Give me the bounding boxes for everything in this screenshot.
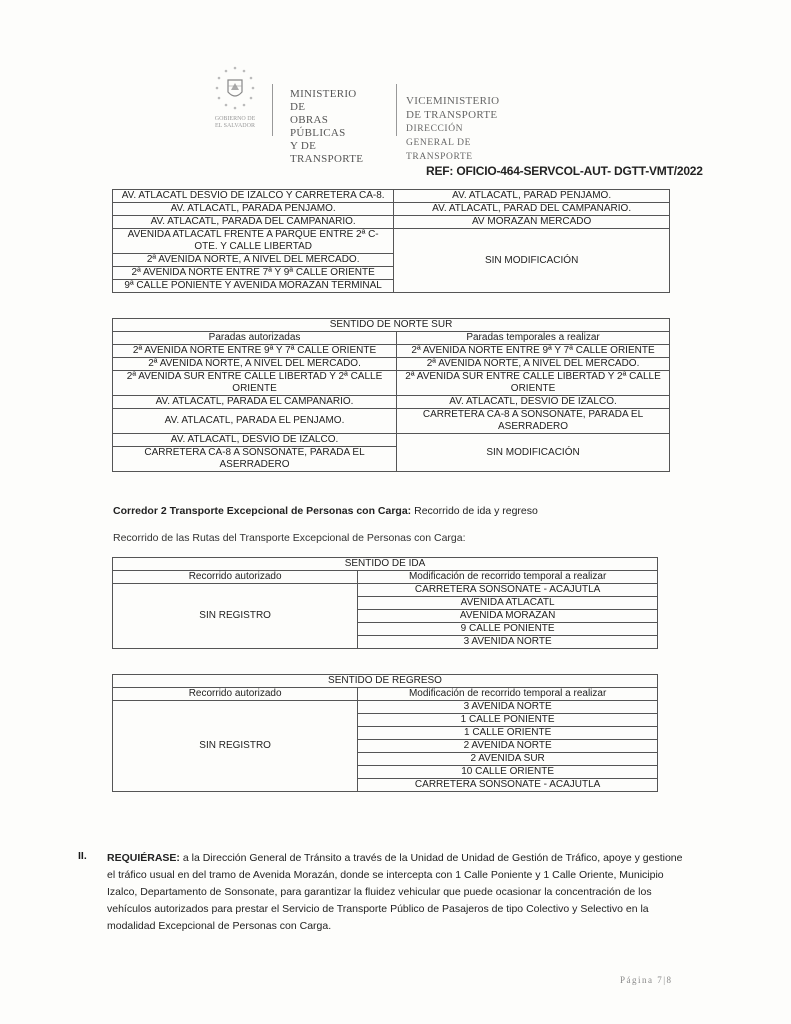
viceministry-name <box>406 94 499 164</box>
table-cell: 2ª AVENIDA SUR ENTRE CALLE LIBERTAD Y 2ª CALLE ORIENTE <box>397 371 670 396</box>
corridor-heading <box>113 505 538 517</box>
table-cell: CARRETERA CA-8 A SONSONATE, PARADA EL ASERRADERO <box>113 447 397 472</box>
seal-caption-line: GOBIERNO DE <box>214 116 256 122</box>
table-row <box>113 701 658 714</box>
viceministry-line: VICEMINISTERIO DE TRANSPORTE <box>406 95 500 121</box>
route-intro: Recorrido de las Rutas del Transporte Excepcional de Personas con Carga: <box>113 532 466 544</box>
return-route-table <box>112 674 658 792</box>
table-cell: AV. ATLACATL, PARADA DEL CAMPANARIO. <box>113 216 394 229</box>
table-cell: AV. ATLACATL, DESVIO DE IZALCO. <box>397 396 670 409</box>
table-row <box>113 190 670 203</box>
header-divider <box>272 84 273 136</box>
table-cell: 3 AVENIDA NORTE <box>358 701 658 714</box>
table-row <box>113 203 670 216</box>
reference-number: REF: OFICIO-464-SERVCOL-AUT- DGTT-VMT/2022 <box>426 164 703 178</box>
table-cell: AV. ATLACATL, PARAD DEL CAMPANARIO. <box>394 203 670 216</box>
corridor-heading-bold: Corredor 2 Transporte Excepcional de Personas con Carga: <box>113 505 412 517</box>
table-cell: 2ª AVENIDA NORTE, A NIVEL DEL MERCADO. <box>113 254 394 267</box>
table-header-row <box>113 571 658 584</box>
column-header: Paradas temporales a realizar <box>397 332 670 345</box>
table-cell: 9ª CALLE PONIENTE Y AVENIDA MORAZAN TERMINAL <box>113 280 394 293</box>
column-header: Recorrido autorizado <box>113 571 358 584</box>
outbound-route-table <box>112 557 658 649</box>
direction-line: DIRECCIÓN GENERAL DE TRANSPORTE <box>406 124 473 162</box>
table-cell: 10 CALLE ORIENTE <box>358 766 658 779</box>
table-cell: 2 AVENIDA SUR <box>358 753 658 766</box>
north-south-stops-table <box>112 318 670 472</box>
table-title-row <box>113 558 658 571</box>
table-cell: AV. ATLACATL, PARADA EL PENJAMO. <box>113 409 397 434</box>
page-number: Página 7|8 <box>620 975 673 985</box>
column-header: Paradas autorizadas <box>113 332 397 345</box>
table-cell: AV. ATLACATL, PARADA EL CAMPANARIO. <box>113 396 397 409</box>
table-row <box>113 396 670 409</box>
table-cell: 2ª AVENIDA SUR ENTRE CALLE LIBERTAD Y 2ª CALLE ORIENTE <box>113 371 397 396</box>
section-numeral: II. <box>78 850 87 862</box>
stops-table-continued <box>112 189 670 293</box>
ministry-line: OBRAS PÚBLICAS <box>290 114 346 139</box>
table-title: SENTIDO DE IDA <box>113 558 658 571</box>
table-cell: CARRETERA SONSONATE - ACAJUTLA <box>358 779 658 792</box>
table-cell: 1 CALLE ORIENTE <box>358 727 658 740</box>
table-row <box>113 229 670 254</box>
column-header: Recorrido autorizado <box>113 688 358 701</box>
section-text: a la Dirección General de Tránsito a través de la Unidad de Unidad de Gestión de Tráfico, apoye y gestione el tráfico usual en del tramo de Avenida Morazán, donde se intercepta con 1 Calle Poniente y 1 Calle Oriente, Municipio Izalco, Departamento de Sonsonate, para garantizar la fluidez vehicular que puede ocasionar la concentración de los vehículos autorizados para prestar el Servicio de Transporte Público de Pasajeros de tipo Colectivo y Selectivo en la modalidad Excepcional de Personas con Carga. <box>107 852 683 932</box>
table-cell: 2ª AVENIDA NORTE ENTRE 9ª Y 7ª CALLE ORIENTE <box>397 345 670 358</box>
table-cell: AV MORAZAN MERCADO <box>394 216 670 229</box>
table-title: SENTIDO DE REGRESO <box>113 675 658 688</box>
corridor-heading-rest: Recorrido de ida y regreso <box>411 505 538 517</box>
table-title: SENTIDO DE NORTE SUR <box>113 319 670 332</box>
coat-of-arms-icon <box>206 62 264 142</box>
table-row <box>113 216 670 229</box>
table-cell: 9 CALLE PONIENTE <box>358 623 658 636</box>
seal-caption-line: EL SALVADOR <box>215 123 255 129</box>
table-row <box>113 345 670 358</box>
table-cell: AVENIDA ATLACATL FRENTE A PARQUE ENTRE 2ª C- OTE. Y CALLE LIBERTAD <box>113 229 394 254</box>
table-title-row <box>113 319 670 332</box>
table-cell: AVENIDA ATLACATL <box>358 597 658 610</box>
table-header-row <box>113 332 670 345</box>
table-cell: CARRETERA CA-8 A SONSONATE, PARADA EL ASERRADERO <box>397 409 670 434</box>
table-cell: SIN REGISTRO <box>113 701 358 792</box>
table-cell: SIN MODIFICACIÓN <box>394 229 670 293</box>
section-keyword: REQUIÉRASE: <box>107 852 180 864</box>
table-row <box>113 584 658 597</box>
table-cell: AV. ATLACATL DESVIO DE IZALCO Y CARRETERA CA-8. <box>113 190 394 203</box>
table-cell: 2 AVENIDA NORTE <box>358 740 658 753</box>
header-divider <box>396 84 397 136</box>
column-header: Modificación de recorrido temporal a realizar <box>358 571 658 584</box>
table-cell: AV. ATLACATL, PARAD PENJAMO. <box>394 190 670 203</box>
table-row <box>113 409 670 434</box>
table-cell: AVENIDA MORAZAN <box>358 610 658 623</box>
table-row <box>113 434 670 447</box>
table-cell: CARRETERA SONSONATE - ACAJUTLA <box>358 584 658 597</box>
table-title-row <box>113 675 658 688</box>
table-header-row <box>113 688 658 701</box>
ministry-line: MINISTERIO DE <box>290 88 357 113</box>
table-cell: 3 AVENIDA NORTE <box>358 636 658 649</box>
table-row <box>113 358 670 371</box>
table-cell: 2ª AVENIDA NORTE ENTRE 7ª Y 9ª CALLE ORIENTE <box>113 267 394 280</box>
table-cell: 2ª AVENIDA NORTE ENTRE 9ª Y 7ª CALLE ORIENTE <box>113 345 397 358</box>
table-cell: SIN REGISTRO <box>113 584 358 649</box>
table-cell: 1 CALLE PONIENTE <box>358 714 658 727</box>
table-cell: AV. ATLACATL, PARADA PENJAMO. <box>113 203 394 216</box>
ministry-line: Y DE TRANSPORTE <box>290 140 364 165</box>
section-paragraph <box>107 850 689 935</box>
table-cell: AV. ATLACATL, DESVIO DE IZALCO. <box>113 434 397 447</box>
ministry-name <box>290 88 363 166</box>
table-row <box>113 371 670 396</box>
column-header: Modificación de recorrido temporal a realizar <box>358 688 658 701</box>
table-cell: 2ª AVENIDA NORTE, A NIVEL DEL MERCADO. <box>397 358 670 371</box>
table-cell: SIN MODIFICACIÓN <box>397 434 670 472</box>
table-cell: 2ª AVENIDA NORTE, A NIVEL DEL MERCADO. <box>113 358 397 371</box>
